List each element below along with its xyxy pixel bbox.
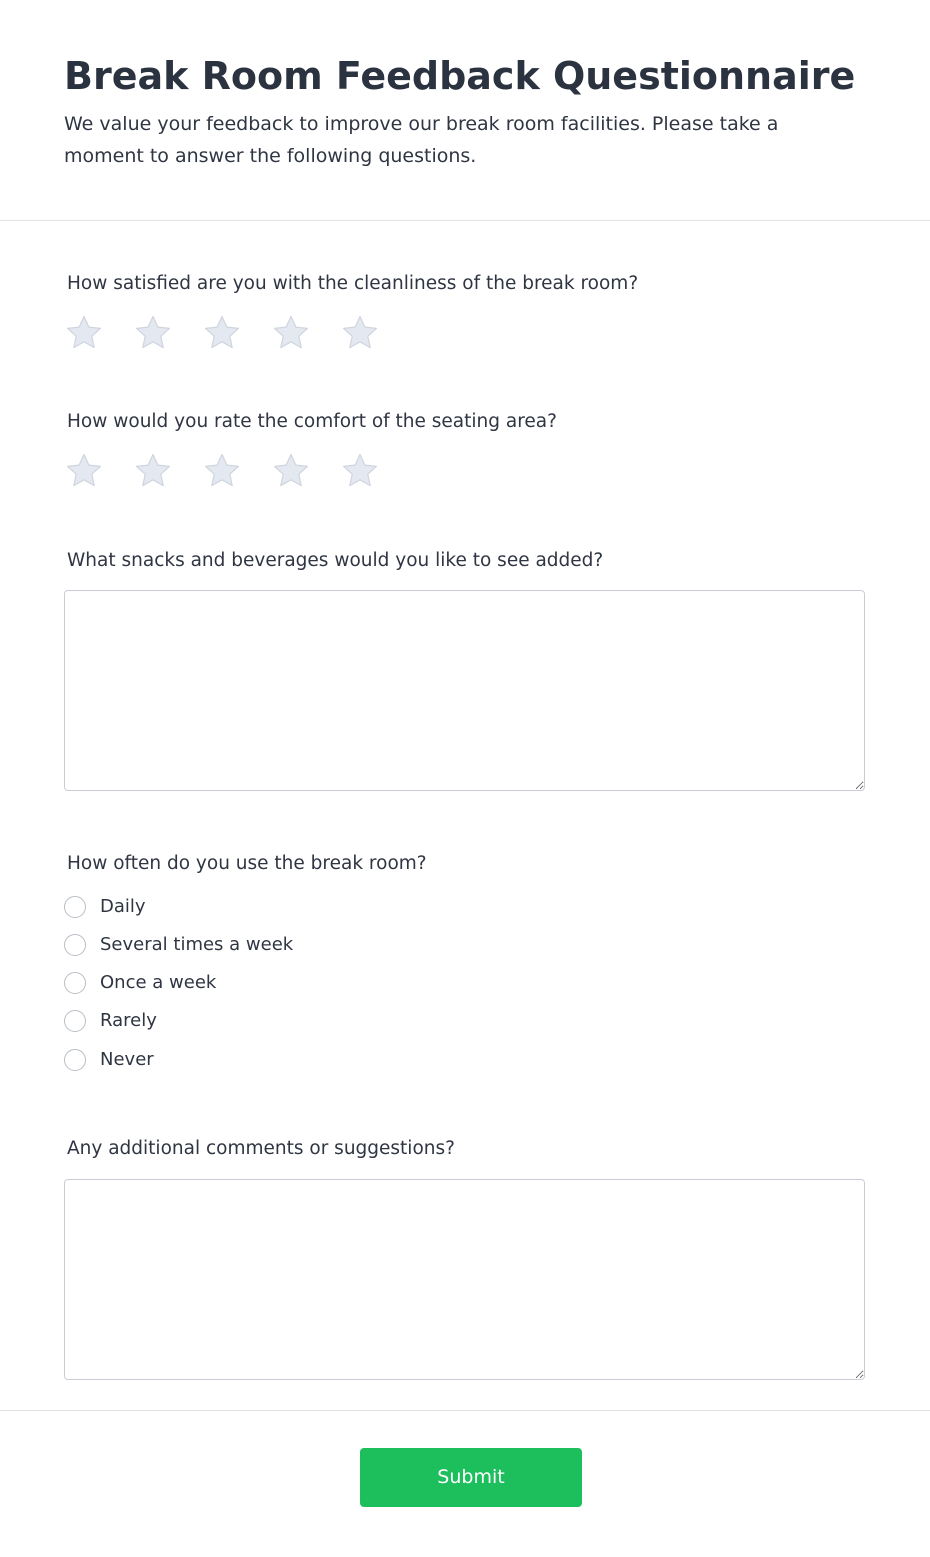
comfort-star-rating [64, 451, 380, 491]
footer-divider [0, 1410, 930, 1411]
star-icon[interactable] [340, 451, 380, 491]
radio-option-rarely[interactable] [64, 1009, 293, 1034]
snacks-question-label: What snacks and beverages would you like to see added? [67, 550, 604, 571]
radio-option-label: Once a week [100, 972, 217, 994]
frequency-question-label: How often do you use the break room? [67, 853, 427, 874]
radio-option-several-times-a-week[interactable] [64, 932, 293, 957]
radio-option-label: Daily [100, 895, 146, 917]
page-title: Break Room Feedback Questionnaire [64, 54, 856, 98]
comments-question-label: Any additional comments or suggestions? [67, 1138, 455, 1159]
radio-option-daily[interactable] [64, 894, 293, 919]
header-divider [0, 220, 930, 221]
star-icon[interactable] [202, 451, 242, 491]
radio-button[interactable] [64, 1049, 86, 1071]
radio-option-label: Rarely [100, 1010, 157, 1032]
radio-option-label: Never [100, 1048, 154, 1070]
star-icon[interactable] [133, 313, 173, 353]
cleanliness-question-label: How satisfied are you with the cleanliness of the break room? [67, 273, 639, 294]
page-subtitle: We value your feedback to improve our break room facilities. Please take a moment to answer the following questions. [64, 113, 779, 167]
comfort-question-label: How would you rate the comfort of the seating area? [67, 411, 557, 432]
star-icon[interactable] [64, 313, 104, 353]
star-icon[interactable] [271, 313, 311, 353]
radio-button[interactable] [64, 934, 86, 956]
radio-button[interactable] [64, 1010, 86, 1032]
radio-option-once-a-week[interactable] [64, 971, 293, 996]
form-header [64, 52, 864, 172]
radio-button[interactable] [64, 896, 86, 918]
star-icon[interactable] [133, 451, 173, 491]
star-icon[interactable] [64, 451, 104, 491]
radio-option-label: Several times a week [100, 933, 294, 955]
star-icon[interactable] [271, 451, 311, 491]
cleanliness-star-rating [64, 313, 380, 353]
submit-button[interactable]: Submit [360, 1448, 582, 1507]
frequency-radio-group [64, 894, 293, 1085]
star-icon[interactable] [202, 313, 242, 353]
star-icon[interactable] [340, 313, 380, 353]
snacks-textarea[interactable] [64, 590, 865, 791]
comments-textarea[interactable] [64, 1179, 865, 1380]
radio-button[interactable] [64, 972, 86, 994]
radio-option-never[interactable] [64, 1047, 293, 1072]
